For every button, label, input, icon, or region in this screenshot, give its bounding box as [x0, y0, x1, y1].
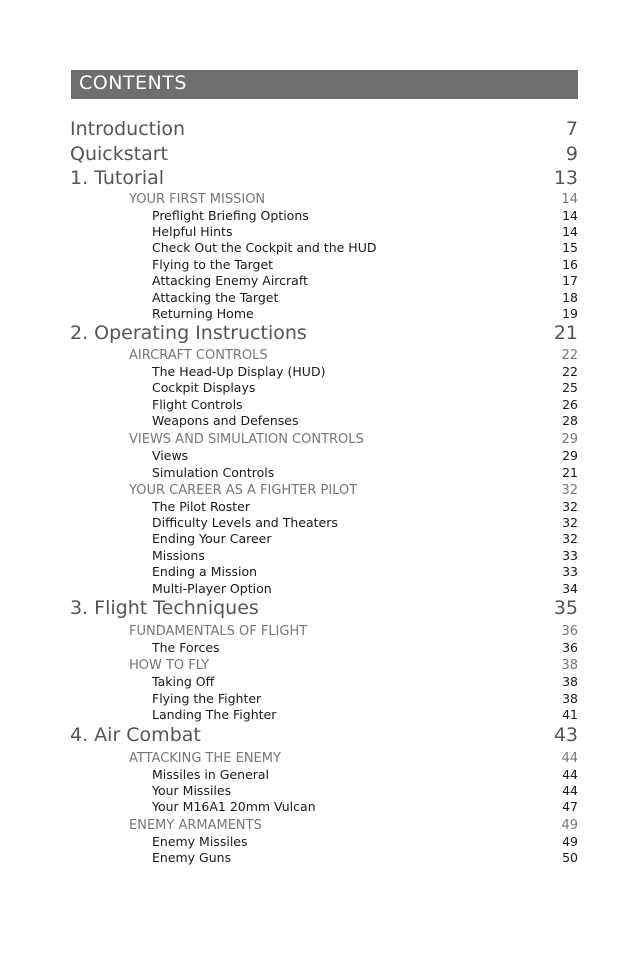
subsection-entry [0, 290, 619, 306]
entry-page-number: 32 [561, 483, 578, 498]
entry-title: AIRCRAFT CONTROLS [129, 348, 268, 363]
entry-page-number: 41 [562, 707, 578, 722]
entry-page-number: 44 [562, 767, 578, 782]
entry-title: Simulation Controls [152, 465, 275, 480]
subsection-entry [0, 240, 619, 256]
entry-page-number: 38 [561, 658, 578, 673]
entry-page-number: 14 [561, 192, 578, 207]
subsection-entry [0, 640, 619, 656]
section-entry [0, 751, 619, 768]
section-entry [0, 658, 619, 675]
entry-title: Your M16A1 20mm Vulcan [152, 799, 316, 814]
contents-title: CONTENTS [79, 72, 187, 94]
section-entry [0, 432, 619, 449]
subsection-entry [0, 564, 619, 580]
entry-title: YOUR CAREER AS A FIGHTER PILOT [129, 483, 358, 498]
section-entry [0, 624, 619, 641]
entry-page-number: 49 [562, 834, 578, 849]
entry-page-number: 29 [562, 448, 578, 463]
subsection-entry [0, 380, 619, 396]
entry-page-number: 44 [562, 783, 578, 798]
entry-title: Enemy Missiles [152, 834, 248, 849]
entry-title: Flight Controls [152, 397, 243, 412]
entry-title: Flying the Fighter [152, 691, 262, 706]
entry-page-number: 43 [553, 724, 578, 746]
entry-title: VIEWS AND SIMULATION CONTROLS [129, 432, 364, 447]
subsection-entry [0, 306, 619, 322]
entry-title: Cockpit Displays [152, 380, 256, 395]
entry-title: Multi-Player Option [152, 581, 272, 596]
entry-page-number: 15 [562, 240, 578, 255]
entry-page-number: 50 [562, 850, 578, 865]
section-entry [0, 192, 619, 209]
entry-page-number: 29 [561, 432, 578, 447]
subsection-entry [0, 548, 619, 564]
entry-title: Check Out the Cockpit and the HUD [152, 240, 377, 255]
entry-page-number: 18 [562, 290, 578, 305]
entry-page-number: 49 [561, 818, 578, 833]
subsection-entry [0, 767, 619, 783]
entry-title: ENEMY ARMAMENTS [129, 818, 262, 833]
subsection-entry [0, 581, 619, 597]
entry-page-number: 38 [562, 674, 578, 689]
subsection-entry [0, 208, 619, 224]
entry-page-number: 47 [562, 799, 578, 814]
entry-page-number: 9 [565, 143, 578, 165]
chapter-entry [0, 118, 619, 142]
section-entry [0, 818, 619, 835]
chapter-entry [0, 143, 619, 167]
chapter-entry [0, 167, 619, 191]
entry-title: 1. Tutorial [70, 167, 165, 189]
subsection-entry [0, 499, 619, 515]
chapter-entry [0, 724, 619, 748]
entry-title: Introduction [70, 118, 186, 140]
subsection-entry [0, 707, 619, 723]
subsection-entry [0, 531, 619, 547]
subsection-entry [0, 515, 619, 531]
chapter-entry [0, 597, 619, 621]
subsection-entry [0, 448, 619, 464]
entry-page-number: 16 [562, 257, 578, 272]
entry-page-number: 21 [553, 322, 578, 344]
entry-title: Preflight Briefing Options [152, 208, 309, 223]
entry-title: YOUR FIRST MISSION [129, 192, 266, 207]
entry-title: 2. Operating Instructions [70, 322, 307, 344]
entry-page-number: 32 [562, 531, 578, 546]
entry-title: FUNDAMENTALS OF FLIGHT [129, 624, 308, 639]
subsection-entry [0, 691, 619, 707]
entry-page-number: 7 [565, 118, 578, 140]
subsection-entry [0, 465, 619, 481]
entry-page-number: 38 [562, 691, 578, 706]
entry-title: Your Missiles [152, 783, 232, 798]
entry-page-number: 26 [562, 397, 578, 412]
entry-title: 4. Air Combat [70, 724, 201, 746]
subsection-entry [0, 413, 619, 429]
entry-title: Quickstart [70, 143, 168, 165]
entry-page-number: 22 [562, 364, 578, 379]
entry-page-number: 33 [562, 564, 578, 579]
entry-title: Attacking Enemy Aircraft [152, 273, 308, 288]
subsection-entry [0, 834, 619, 850]
entry-title: Returning Home [152, 306, 254, 321]
entry-title: Taking Off [152, 674, 215, 689]
entry-page-number: 14 [562, 208, 578, 223]
entry-title: The Pilot Roster [152, 499, 250, 514]
entry-title: HOW TO FLY [129, 658, 210, 673]
entry-page-number: 36 [562, 640, 578, 655]
entry-page-number: 21 [562, 465, 578, 480]
entry-title: Ending Your Career [152, 531, 272, 546]
entry-page-number: 35 [553, 597, 578, 619]
chapter-entry [0, 322, 619, 346]
entry-page-number: 34 [562, 581, 578, 596]
section-entry [0, 483, 619, 500]
entry-title: Difficulty Levels and Theaters [152, 515, 338, 530]
subsection-entry [0, 224, 619, 240]
entry-page-number: 19 [562, 306, 578, 321]
entry-title: Weapons and Defenses [152, 413, 299, 428]
entry-page-number: 32 [562, 499, 578, 514]
subsection-entry [0, 397, 619, 413]
subsection-entry [0, 257, 619, 273]
section-entry [0, 348, 619, 365]
entry-title: Enemy Guns [152, 850, 232, 865]
entry-title: ATTACKING THE ENEMY [129, 751, 281, 766]
entry-page-number: 32 [562, 515, 578, 530]
entry-page-number: 36 [561, 624, 578, 639]
entry-title: Views [152, 448, 189, 463]
entry-title: Flying to the Target [152, 257, 274, 272]
subsection-entry [0, 674, 619, 690]
subsection-entry [0, 273, 619, 289]
entry-title: Attacking the Target [152, 290, 279, 305]
entry-title: 3. Flight Techniques [70, 597, 259, 619]
subsection-entry [0, 783, 619, 799]
entry-page-number: 28 [562, 413, 578, 428]
entry-page-number: 14 [562, 224, 578, 239]
entry-title: The Head-Up Display (HUD) [152, 364, 326, 379]
subsection-entry [0, 799, 619, 815]
entry-title: The Forces [152, 640, 220, 655]
subsection-entry [0, 850, 619, 866]
entry-title: Missiles in General [152, 767, 270, 782]
subsection-entry [0, 364, 619, 380]
entry-page-number: 22 [561, 348, 578, 363]
entry-page-number: 17 [562, 273, 578, 288]
entry-page-number: 44 [561, 751, 578, 766]
entry-title: Landing The Fighter [152, 707, 277, 722]
entry-title: Helpful Hints [152, 224, 233, 239]
entry-page-number: 25 [562, 380, 578, 395]
entry-title: Ending a Mission [152, 564, 258, 579]
entry-page-number: 33 [562, 548, 578, 563]
entry-title: Missions [152, 548, 205, 563]
entry-page-number: 13 [553, 167, 578, 189]
